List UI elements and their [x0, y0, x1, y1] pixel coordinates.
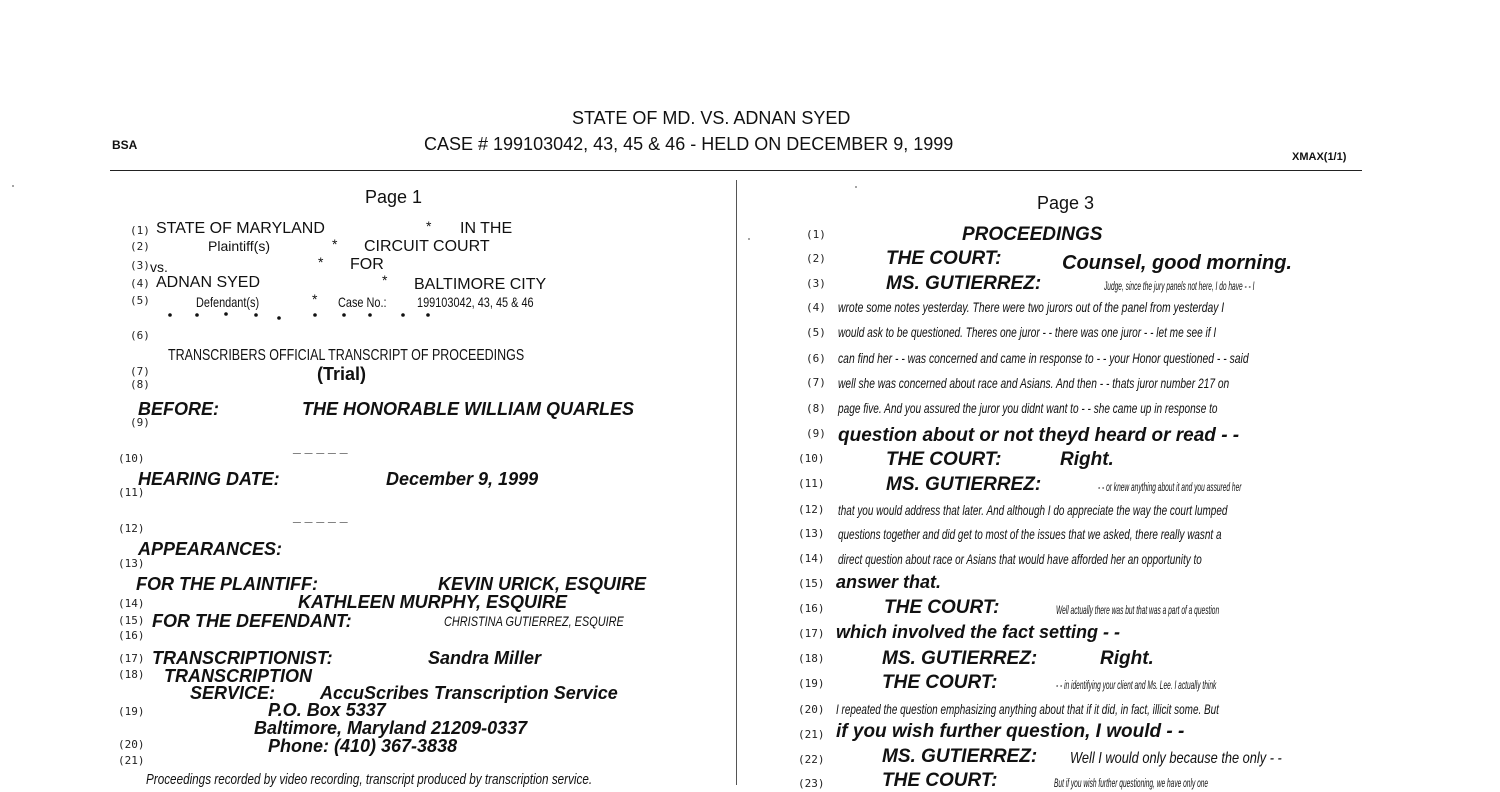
transcript-line: that you would address that later. And although I do appreciate the way the court lumped: [838, 502, 1228, 518]
caption-state: STATE OF MARYLAND: [156, 220, 325, 237]
header-rule: [110, 170, 1362, 171]
line-number: (1): [130, 224, 150, 237]
line-number: (4): [806, 301, 826, 314]
transcript-line: Judge, since the jury panels not here, I do have - - I: [1104, 279, 1255, 293]
line-number: (17): [118, 652, 145, 665]
line-number: (16): [118, 629, 145, 642]
line-number: (8): [130, 378, 150, 391]
line-number: (12): [798, 503, 825, 516]
service-label-1: TRANSCRIPTION: [164, 666, 312, 686]
caption-star: *: [312, 291, 318, 307]
separator-dashes: _ _ _ _ _: [293, 439, 348, 455]
transcript-line: question about or not theyd heard or read - -: [838, 425, 1240, 446]
caption-case-no-label: Case No.:: [338, 294, 387, 310]
line-number: (9): [806, 427, 826, 440]
transcript-line: Right.: [1060, 449, 1114, 470]
line-number: (19): [798, 677, 825, 690]
transcript-line: wrote some notes yesterday. There were two jurors out of the panel from yesterday I: [838, 299, 1225, 315]
scan-speck: [748, 238, 750, 240]
speaker: THE COURT:: [884, 597, 1000, 618]
caption-star: *: [426, 218, 432, 234]
line-number: (11): [798, 477, 825, 490]
line-number: (22): [798, 753, 825, 766]
line-number: (21): [118, 754, 145, 767]
separator-dashes: _ _ _ _ _: [293, 508, 348, 524]
transcript-line: answer that.: [836, 572, 942, 592]
transcript-line: I repeated the question emphasizing anything about that if it did, in fact, illicit some. But: [836, 701, 1219, 717]
scan-speck: [855, 186, 857, 188]
line-number: (20): [798, 703, 825, 716]
hearing-label: HEARING DATE:: [138, 469, 280, 489]
transcript-line: can find her - - was concerned and came in response to - - your Honor questioned - - said: [838, 350, 1249, 366]
transcript-line: well she was concerned about race and Asians. And then - - thats juror number 217 on: [838, 375, 1230, 391]
caption-in-the: IN THE: [460, 220, 513, 237]
line-number: (2): [130, 240, 150, 253]
scan-speck: [12, 185, 14, 187]
caption-city: BALTIMORE CITY: [414, 276, 547, 293]
transcript-line: would ask to be questioned. Theres one juror - - there was one juror - - let me see if I: [838, 324, 1217, 340]
transcript-line: Well actually there was but that was a part of a question: [1056, 603, 1220, 617]
line-number: (11): [118, 486, 145, 499]
caption-vs: vs.: [150, 259, 168, 275]
caption-star: *: [382, 272, 388, 288]
proceedings-heading: PROCEEDINGS: [962, 224, 1103, 245]
speaker: MS. GUTIERREZ:: [882, 648, 1038, 669]
line-number: (7): [130, 365, 150, 378]
trial-label: (Trial): [317, 364, 367, 384]
line-number: (14): [118, 597, 145, 610]
caption-defendant: Defendant(s): [196, 294, 260, 310]
line-number: (13): [798, 527, 825, 540]
page1-title: Page 1: [365, 187, 423, 207]
transcript-line: - - or knew anything about it and you assured her: [1098, 480, 1242, 494]
line-number: (21): [798, 728, 825, 741]
line-number: (9): [130, 416, 150, 429]
appearances-label: APPEARANCES:: [138, 539, 283, 559]
transcript-line: direct question about race or Asians that would have afforded her an opportunity to: [838, 551, 1202, 567]
line-number: (5): [130, 294, 150, 307]
line-number: (8): [806, 402, 826, 415]
header-left-tag: BSA: [112, 138, 138, 152]
line-number: (18): [118, 668, 145, 681]
plaintiff-attorney-1: KEVIN URICK, ESQUIRE: [438, 574, 647, 594]
line-number: (13): [118, 557, 145, 570]
speaker: THE COURT:: [882, 672, 998, 693]
po-box: P.O. Box 5337: [268, 700, 386, 720]
line-number: (20): [118, 738, 145, 751]
caption-star: *: [332, 236, 338, 252]
line-number: (1): [806, 228, 826, 241]
caption-star-row: [160, 309, 460, 323]
header-right-tag: XMAX(1/1): [1292, 151, 1347, 163]
before-label: BEFORE:: [138, 399, 219, 419]
service-name: AccuScribes Transcription Service: [320, 683, 618, 703]
judge-name: THE HONORABLE WILLIAM QUARLES: [302, 399, 634, 419]
transcript-title: TRANSCRIBERS OFFICIAL TRANSCRIPT OF PROCEEDINGS: [168, 347, 525, 364]
service-label-2: SERVICE:: [190, 683, 276, 703]
transcriptionist-label: TRANSCRIPTIONIST:: [152, 648, 333, 668]
line-number: (18): [798, 652, 825, 665]
line-number: (16): [798, 602, 825, 615]
star-row-dots: [168, 312, 430, 320]
caption-star: *: [318, 254, 324, 270]
line-number: (6): [130, 329, 150, 342]
speaker: MS. GUTIERREZ:: [886, 273, 1042, 294]
line-number: (2): [806, 252, 826, 265]
line-number: (15): [118, 614, 145, 627]
page1-footer: Proceedings recorded by video recording, transcript produced by transcription service.: [146, 771, 593, 788]
transcriptionist-name: Sandra Miller: [428, 648, 542, 668]
defendant-attorney: CHRISTINA GUTIERREZ, ESQUIRE: [444, 613, 624, 629]
line-number: (12): [118, 522, 145, 535]
line-number: (19): [118, 705, 145, 718]
speaker: MS. GUTIERREZ:: [886, 474, 1042, 495]
transcript-line: if you wish further question, I would - -: [836, 721, 1185, 742]
transcript-line: questions together and did get to most of the issues that we asked, there really wasnt a: [838, 526, 1222, 542]
caption-case-no: 199103042, 43, 45 & 46: [417, 294, 534, 310]
city-state: Baltimore, Maryland 21209-0337: [254, 718, 528, 738]
plaintiff-label: FOR THE PLAINTIFF:: [136, 574, 318, 594]
hearing-date: December 9, 1999: [386, 469, 539, 489]
transcript-line: But if you wish further questioning, we have only one: [1054, 776, 1209, 790]
caption-plaintiff: Plaintiff(s): [208, 238, 270, 254]
line-number: (10): [798, 452, 825, 465]
page3-title: Page 3: [1037, 193, 1095, 213]
line-number: (3): [806, 277, 826, 290]
header-line-1: STATE OF MD. VS. ADNAN SYED: [572, 108, 851, 128]
transcript-line: Counsel, good morning.: [1062, 252, 1292, 274]
caption-defendant-name: ADNAN SYED: [156, 274, 261, 291]
plaintiff-attorney-2: KATHLEEN MURPHY, ESQUIRE: [298, 592, 568, 612]
speaker: MS. GUTIERREZ:: [882, 746, 1038, 767]
speaker: THE COURT:: [882, 770, 998, 791]
line-number: (4): [130, 277, 150, 290]
caption-circuit: CIRCUIT COURT: [364, 238, 490, 255]
transcript-line: which involved the fact setting - -: [836, 622, 1121, 642]
line-number: (6): [806, 352, 826, 365]
line-number: (5): [806, 326, 826, 339]
header-line-2: CASE # 199103042, 43, 45 & 46 - HELD ON DECEMBER 9, 1999: [424, 134, 954, 154]
line-number: (17): [798, 627, 825, 640]
speaker: THE COURT:: [886, 449, 1002, 470]
line-number: (14): [798, 552, 825, 565]
line-number: (10): [118, 452, 145, 465]
transcript-line: - - in identifying your client and Ms. Lee. I actually think: [1056, 678, 1217, 692]
phone: Phone: (410) 367-3838: [268, 736, 458, 756]
transcript-line: page five. And you assured the juror you didnt want to - - she came up in response to: [838, 400, 1218, 416]
column-divider: [736, 180, 737, 785]
speaker: THE COURT:: [886, 248, 1002, 269]
transcript-line: Well I would only because the only - -: [1070, 750, 1282, 767]
line-number: (15): [798, 577, 825, 590]
defendant-label: FOR THE DEFENDANT:: [152, 611, 352, 631]
line-number: (7): [806, 376, 826, 389]
line-number: (23): [798, 777, 825, 790]
transcript-line: Right.: [1100, 648, 1154, 669]
line-number: (3): [130, 259, 150, 272]
caption-for: FOR: [350, 256, 384, 273]
